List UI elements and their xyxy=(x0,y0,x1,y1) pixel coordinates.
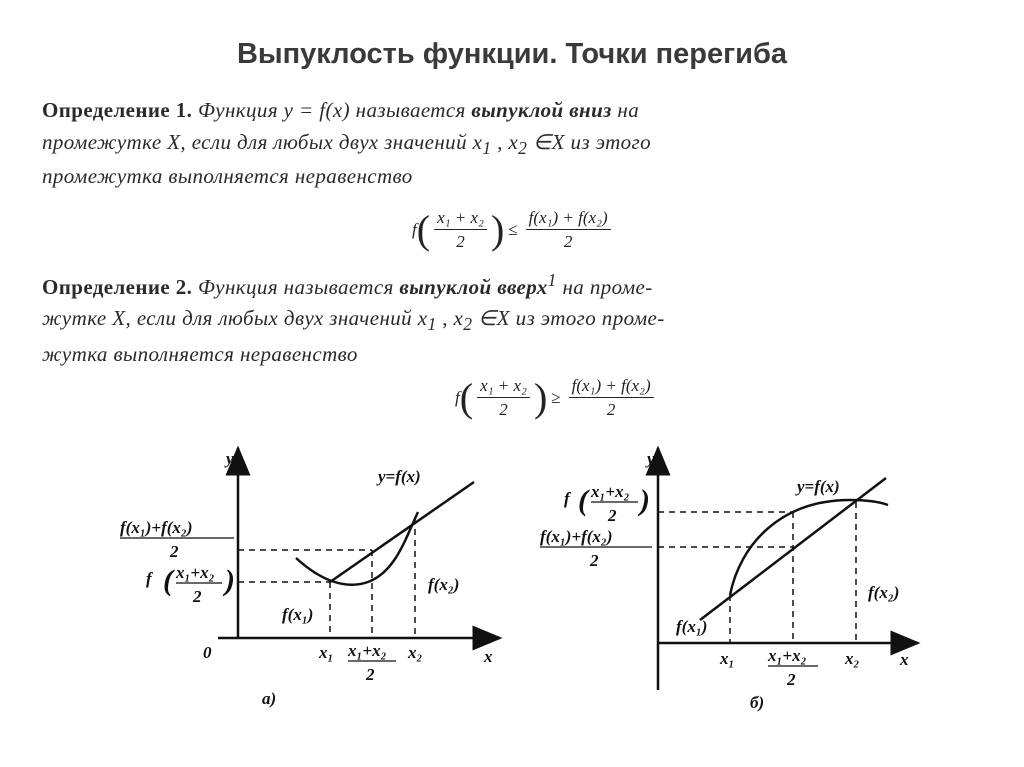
def2-label: Определение 2. xyxy=(42,275,193,299)
caption-b: б) xyxy=(750,693,765,712)
denominator: 2 xyxy=(499,400,508,419)
left-label-mid-a-den: 2 xyxy=(193,587,202,606)
curve-a xyxy=(296,512,418,585)
numerator: x₁ + x₂ xyxy=(434,208,487,230)
left-label-mid-a-f: f xyxy=(146,569,152,588)
operator: ≤ xyxy=(508,220,518,239)
left-label-mid-b-den: 2 xyxy=(590,551,599,570)
sub: 2 xyxy=(518,138,528,159)
xmid-num-a: x₁+x₂ xyxy=(348,641,387,660)
paren-a-open: ( xyxy=(163,564,173,597)
def2-line3: жутка выполняется неравенство xyxy=(42,342,358,366)
curve-b xyxy=(730,500,888,595)
left-label-top-b-f: f xyxy=(564,489,570,508)
y-label-b: y xyxy=(647,449,655,468)
fx1-label-a: f(x₁) xyxy=(282,605,314,624)
x-label-a: x xyxy=(484,647,493,666)
left-label-mid-a-num: x₁+x₂ xyxy=(176,563,215,582)
sub: 1 xyxy=(427,314,437,335)
formula-f: f xyxy=(412,220,417,239)
x1-label-b: x₁ xyxy=(720,649,735,668)
def2-term: выпуклой вверх xyxy=(399,275,548,299)
left-label-top-b-den: 2 xyxy=(608,506,617,525)
denominator: 2 xyxy=(606,400,616,419)
def2-text: жутке X, если для любых двух значений x xyxy=(42,306,428,330)
fx1-label-b: f(x₁) xyxy=(676,617,708,636)
def1-text: , x xyxy=(491,130,519,154)
paren-open: ( xyxy=(459,375,474,420)
paren-a-close: ) xyxy=(225,564,235,597)
left-label-mid-b-num: f(x₁)+f(x₂) xyxy=(540,527,613,546)
curve-label-b: y=f(x) xyxy=(797,477,840,496)
paren-b-open: ( xyxy=(578,484,588,517)
chord-a xyxy=(330,482,474,582)
paren-b-close: ) xyxy=(640,484,650,517)
denominator: 2 xyxy=(563,232,573,251)
def1-term: выпуклой вниз xyxy=(471,98,612,122)
def2-text: , x xyxy=(436,306,464,330)
graph-a xyxy=(218,448,500,638)
paren-open: ( xyxy=(416,207,431,252)
x2-label-a: x₂ xyxy=(408,643,423,662)
denominator: 2 xyxy=(456,232,465,251)
x2-label-b: x₂ xyxy=(845,649,860,668)
def1-text: ∈X из этого xyxy=(532,130,652,154)
def2-text: ∈X из этого проме- xyxy=(478,306,665,330)
footnote-mark: 1 xyxy=(547,270,557,290)
def1-text: промежутке X, если для любых двух значений x xyxy=(42,130,483,154)
def1-function: y = f(x) xyxy=(283,98,350,122)
x1-label-a: x₁ xyxy=(319,643,334,662)
slide-title: Выпуклость функции. Точки перегиба xyxy=(236,38,788,70)
def1-text: Функция xyxy=(197,98,278,122)
origin-label-a: 0 xyxy=(203,643,212,662)
caption-a: а) xyxy=(262,689,277,708)
left-label-top-a: f(x₁)+f(x₂) xyxy=(120,518,193,537)
left-label-top-den-a: 2 xyxy=(170,542,179,561)
x-label-b: x xyxy=(900,650,909,669)
def1-label: Определение 1. xyxy=(42,98,193,122)
graph-a-labels xyxy=(120,449,493,708)
def1-text: называется xyxy=(355,98,466,122)
formula-f: f xyxy=(455,388,460,407)
sub: 1 xyxy=(482,138,492,159)
fx2-label-b: f(x₂) xyxy=(868,583,900,602)
graph-b-labels xyxy=(540,449,909,712)
fx2-label-a: f(x₂) xyxy=(428,575,460,594)
def1-line3: промежутка выполняется неравенство xyxy=(42,164,413,188)
sub: 2 xyxy=(463,314,473,335)
def2-text: на проме- xyxy=(556,275,653,299)
curve-label-a: y=f(x) xyxy=(378,467,421,486)
numerator: f(x₁) + f(x₂) xyxy=(526,208,611,230)
y-label-a: y xyxy=(226,449,234,468)
def2-text: Функция называется xyxy=(197,275,394,299)
numerator: f(x₁) + f(x₂) xyxy=(569,376,654,398)
xmid-num-b: x₁+x₂ xyxy=(768,646,807,665)
def1-text: на xyxy=(617,98,640,122)
xmid-den-b: 2 xyxy=(787,670,796,689)
operator: ≥ xyxy=(551,388,561,407)
xmid-den-a: 2 xyxy=(366,665,375,684)
paren-close: ) xyxy=(490,207,505,252)
numerator: x₁ + x₂ xyxy=(477,376,530,398)
left-label-top-b-num: x₁+x₂ xyxy=(591,482,630,501)
paren-close: ) xyxy=(533,375,548,420)
